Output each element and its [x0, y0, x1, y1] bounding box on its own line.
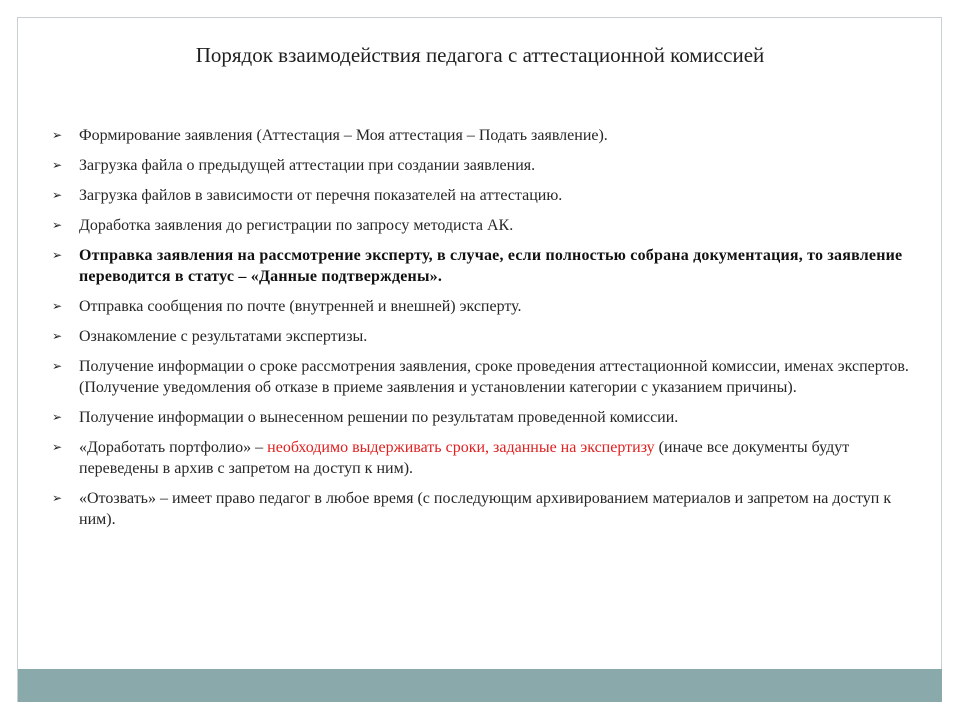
arrowhead-bullet-icon: ➢	[52, 440, 63, 454]
bullet-text: Получение информации о вынесенном решении по результатам проведенной комиссии.	[79, 409, 679, 426]
arrowhead-bullet-icon: ➢	[52, 329, 63, 343]
bullet-text-bold: Отправка заявления на рассмотрение эксперту, в случае, если полностью собрана документация, то заявление переводится в статус – «Данные подтверждены».	[79, 247, 903, 285]
footer-bar	[18, 669, 942, 702]
list-item	[48, 326, 928, 347]
list-item	[48, 185, 928, 206]
list-item	[48, 296, 928, 317]
arrowhead-bullet-icon: ➢	[52, 299, 63, 313]
arrowhead-bullet-icon: ➢	[52, 248, 63, 262]
bullet-text: Отправка сообщения по почте (внутренней и внешней) эксперту.	[79, 298, 522, 315]
bullet-list	[48, 125, 928, 539]
list-item	[48, 488, 928, 530]
arrowhead-bullet-icon: ➢	[52, 491, 63, 505]
bullet-text-suffix: (иначе все документы будут переведены в архив с запретом на доступ к ним).	[79, 439, 850, 477]
bullet-text: Загрузка файла о предыдущей аттестации при создании заявления.	[79, 157, 536, 174]
bullet-text: Формирование заявления (Аттестация – Моя аттестация – Подать заявление).	[79, 127, 608, 144]
arrowhead-bullet-icon: ➢	[52, 158, 63, 172]
slide-title: Порядок взаимодействия педагога с аттестационной комиссией	[195, 43, 765, 67]
bullet-text-prefix: «Доработать портфолио» –	[79, 439, 268, 456]
bullet-text: Ознакомление с результатами экспертизы.	[79, 328, 368, 345]
arrowhead-bullet-icon: ➢	[52, 410, 63, 424]
list-item	[48, 245, 928, 287]
list-item	[48, 437, 928, 479]
bullet-text-highlight: необходимо выдерживать сроки, заданные на экспертизу	[267, 439, 655, 456]
list-item	[48, 407, 928, 428]
bullet-text: Доработка заявления до регистрации по запросу методиста АК.	[79, 217, 514, 234]
bullet-text: Получение информации о сроке рассмотрения заявления, сроке проведения аттестационной комиссии, именах экспертов. (Получение уведомления об отказе в приеме заявления и установлении категории с указанием причины).	[79, 358, 909, 396]
list-item	[48, 125, 928, 146]
arrowhead-bullet-icon: ➢	[52, 128, 63, 142]
arrowhead-bullet-icon: ➢	[52, 188, 63, 202]
arrowhead-bullet-icon: ➢	[52, 218, 63, 232]
bullet-text: «Отозвать» – имеет право педагог в любое время (с последующим архивированием материалов и запретом на доступ к ним).	[79, 490, 892, 528]
list-item	[48, 356, 928, 398]
bullet-text: Загрузка файлов в зависимости от перечня показателей на аттестацию.	[79, 187, 563, 204]
list-item	[48, 155, 928, 176]
arrowhead-bullet-icon: ➢	[52, 359, 63, 373]
list-item	[48, 215, 928, 236]
